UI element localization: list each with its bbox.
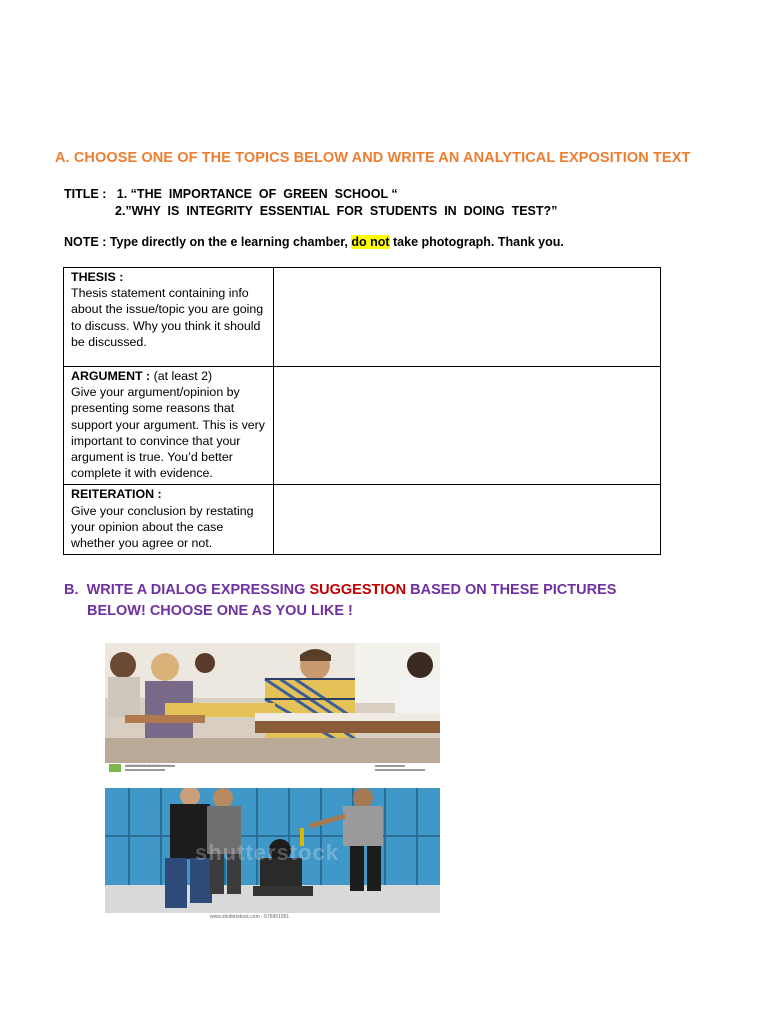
note-suffix: take photograph. Thank you. [389,235,564,249]
exposition-table [63,267,661,555]
note [64,235,564,249]
reiteration-answer-cell[interactable] [274,485,661,555]
section-a-text: CHOOSE ONE OF THE TOPICS BELOW AND WRITE AN ANALYTICAL EXPOSITION TEXT [73,150,691,166]
table-row-thesis [64,268,661,367]
thesis-label: THESIS : [71,270,124,284]
bullying-picture [105,788,440,921]
argument-label: ARGUMENT : [71,369,151,383]
section-b-text-2: BASED ON THESE PICTURES [406,582,617,598]
table-row-argument [64,367,661,485]
section-a-marker: A. [55,150,70,166]
title-row-2 [64,203,557,220]
reiteration-cell [64,485,274,555]
section-b-text-1: WRITE A DIALOG EXPRESSING [86,582,310,598]
argument-description: Give your argument/opinion by presenting some reasons that support your argument. This is very important to convince that your argument is true. You’d better complete it with evidence. [71,385,265,481]
argument-label-extra: (at least 2) [150,369,213,383]
argument-answer-cell[interactable] [274,367,661,485]
section-b-keyword: SUGGESTION [309,582,407,598]
title-row-1 [64,186,557,203]
bullying-picture-caption: www.shutterstock.com · 676951951 [210,914,290,920]
classroom-illustration [105,643,440,773]
section-b-heading [64,580,616,622]
thesis-answer-cell[interactable] [274,268,661,367]
title-label: TITLE : [64,187,107,201]
argument-cell [64,367,274,485]
title-item-2: 2.”WHY IS INTEGRITY ESSENTIAL FOR STUDENTS IN DOING TEST?” [115,204,558,218]
title-list [64,186,557,220]
section-b-line-2: BELOW! CHOOSE ONE AS YOU LIKE ! [87,603,353,619]
thesis-description: Thesis statement containing info about the issue/topic you are going to discuss. Why you think it should be discussed. [71,286,264,349]
reiteration-description: Give your conclusion by restating your opinion about the case whether you agree or not. [71,503,254,551]
note-highlight: do not [351,235,390,249]
section-b-marker: B. [64,582,79,598]
thesis-cell [64,268,274,367]
classroom-picture-caption: Download from Dreamstime.com [127,763,171,767]
bullying-picture-watermark: shutterstock [195,840,340,865]
note-prefix: NOTE : Type directly on the e learning chamber, [64,235,352,249]
reiteration-label: REITERATION : [71,487,162,502]
title-item-1: 1. “THE IMPORTANCE OF GREEN SCHOOL “ [116,187,398,201]
section-a-heading [55,150,690,166]
table-row-reiteration [64,485,661,555]
classroom-picture [105,643,440,773]
